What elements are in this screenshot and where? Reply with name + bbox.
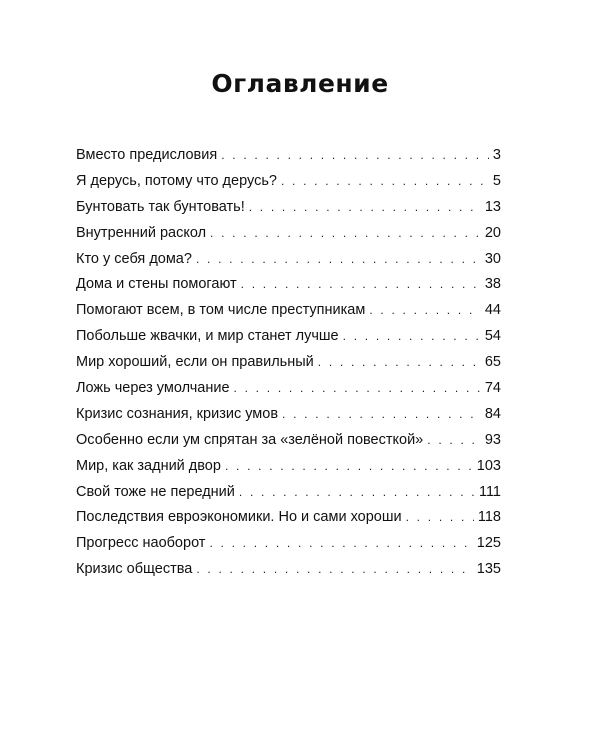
toc-entry: [76, 480, 501, 506]
toc-entry-title: Прогресс наоборот: [76, 535, 206, 552]
toc-dot-leader: [282, 402, 481, 428]
toc-entry-title: Бунтовать так бунтовать!: [76, 198, 245, 215]
toc-entry: [76, 324, 501, 350]
toc-dot-leader: [281, 169, 489, 195]
toc-entry-title: Вместо предисловия: [76, 147, 218, 163]
toc-entry-page: 84: [484, 405, 501, 422]
toc-dot-leader: [406, 505, 474, 531]
toc-entry-title: Я дерусь, потому что дерусь?: [76, 172, 277, 189]
toc-entry: [76, 428, 501, 454]
toc-entry: [76, 350, 501, 376]
toc-entry-title: Мир, как задний двор: [76, 457, 221, 474]
toc-dot-leader: [209, 531, 472, 557]
toc-entry: [76, 298, 501, 324]
toc-dot-leader: [221, 143, 489, 169]
toc-dot-leader: [239, 480, 475, 506]
toc-entry-title: Мир хороший, если он правильный: [76, 354, 314, 371]
table-of-contents: [76, 143, 501, 583]
toc-entry-page: 30: [484, 250, 501, 267]
toc-entry-page: 5: [492, 172, 501, 189]
toc-dot-leader: [343, 324, 481, 350]
toc-entry-title: Свой тоже не передний: [76, 483, 235, 500]
toc-entry-title: Особенно если ум спрятан за «зелёной повесткой»: [76, 431, 424, 448]
toc-dot-leader: [249, 195, 481, 221]
toc-entry-title: Дома и стены помогают: [76, 276, 237, 293]
toc-entry: [76, 557, 501, 583]
toc-entry-page: 38: [484, 276, 501, 293]
toc-dot-leader: [427, 428, 481, 454]
toc-entry-page: 125: [476, 535, 501, 552]
toc-entry-title: Последствия евроэкономики. Но и сами хороши: [76, 509, 402, 526]
toc-dot-leader: [210, 221, 481, 247]
toc-entry-page: 3: [492, 147, 501, 163]
toc-entry: [76, 376, 501, 402]
toc-entry-title: Кризис сознания, кризис умов: [76, 405, 279, 422]
toc-entry: [76, 247, 501, 273]
toc-entry: [76, 195, 501, 221]
toc-dot-leader: [196, 557, 472, 583]
toc-entry-page: 135: [476, 561, 501, 578]
toc-entry: [76, 505, 501, 531]
toc-entry-page: 13: [484, 198, 501, 215]
toc-entry: [76, 531, 501, 557]
toc-entry-page: 93: [484, 431, 501, 448]
toc-entry: [76, 221, 501, 247]
toc-entry-page: 111: [478, 483, 501, 500]
toc-dot-leader: [225, 454, 473, 480]
toc-entry-page: 44: [484, 302, 501, 319]
toc-entry-page: 103: [476, 457, 501, 474]
toc-entry: [76, 169, 501, 195]
toc-entry: [76, 143, 501, 169]
toc-entry-page: 20: [484, 224, 501, 241]
toc-entry-title: Побольше жвачки, и мир станет лучше: [76, 328, 339, 345]
page-title: Оглавление: [211, 68, 389, 98]
toc-entry-title: Кризис общества: [76, 561, 193, 578]
toc-dot-leader: [241, 272, 481, 298]
toc-entry-page: 54: [484, 328, 501, 345]
toc-entry-page: 74: [484, 380, 501, 397]
toc-entry-title: Ложь через умолчание: [76, 380, 230, 397]
toc-entry-page: 118: [477, 509, 501, 526]
toc-dot-leader: [369, 298, 481, 324]
toc-entry-page: 65: [484, 354, 501, 371]
toc-entry-title: Кто у себя дома?: [76, 250, 192, 267]
toc-entry-title: Помогают всем, в том числе преступникам: [76, 302, 366, 319]
toc-dot-leader: [196, 247, 481, 273]
toc-dot-leader: [318, 350, 481, 376]
toc-entry: [76, 402, 501, 428]
toc-entry: [76, 454, 501, 480]
toc-dot-leader: [234, 376, 481, 402]
toc-entry: [76, 272, 501, 298]
toc-entry-title: Внутренний раскол: [76, 224, 207, 241]
